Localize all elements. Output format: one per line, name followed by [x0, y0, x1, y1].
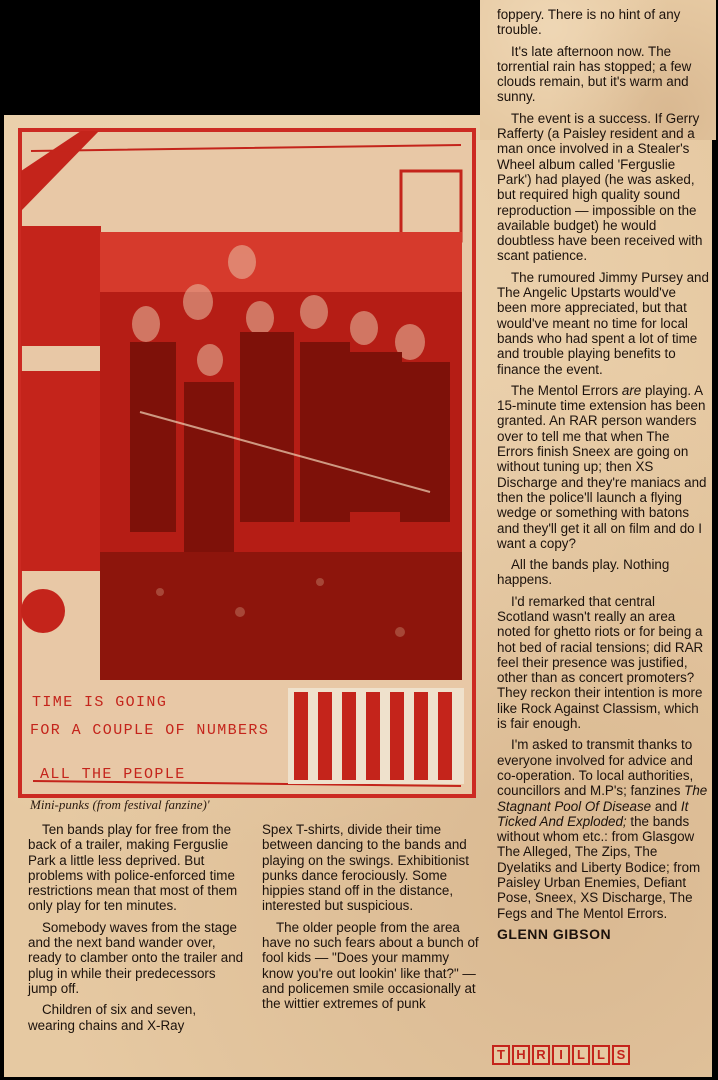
crowd-photo	[100, 232, 462, 680]
logo-letter: R	[532, 1045, 550, 1065]
logo-letter: T	[492, 1045, 510, 1065]
paragraph: The rumoured Jimmy Pursey and The Angelic Upstarts would've been more appreciated, but that would've meant no time for local bands who had spent a lot of time and trouble playing benefits to finance the event.	[497, 269, 709, 377]
paragraph: It's late afternoon now. The torrential rain has stopped; a few clouds remain, but it's warm and sunny.	[497, 43, 692, 105]
paragraph: Children of six and seven, wearing chains and X-Ray	[28, 1002, 197, 1033]
article-column-right	[497, 7, 709, 942]
logo-letter: H	[512, 1045, 530, 1065]
paragraph: Somebody waves from the stage and the next band wander over, ready to clamber onto the trailer and plug in while their predecessors jump off.	[28, 919, 244, 996]
paragraph: Spex T-shirts, divide their time between dancing to the bands and playing on the swings. Exhibitionist punks dance ferociously. Some hippies stand off in the distance, interested but suspicious.	[262, 822, 469, 914]
handwritten-fragment	[288, 688, 464, 784]
text-run: playing. A 15-minute time extension has been granted. An RAR person wanders over to tell me that when The Errors finish Sneex are going on without tuning up; then XS Discharge and they're maniacs and then the police'll launch a flying wedge or something with batons and they'll get it all on film and do I want a copy?	[497, 382, 707, 551]
paragraph	[497, 737, 709, 921]
paragraph: Ten bands play for free from the back of a trailer, making Ferguslie Park a little less deprived. But problems with police-enforced time restrictions mean that most of them only play for ten minutes.	[28, 822, 238, 914]
italic-text: are	[621, 382, 642, 398]
paragraph	[497, 383, 709, 551]
stencil-line-1: TIME IS GOING	[32, 694, 168, 711]
logo-letter: I	[552, 1045, 570, 1065]
logo-letter: L	[592, 1045, 610, 1065]
paragraph: The older people from the area have no such fears about a bunch of fool kids — "Does your mammy know you're out lookin' like that?" — and policemen smile occasionally at the wittier extremes of punk	[262, 919, 479, 1012]
crowd-photo-image	[100, 232, 462, 680]
text-run: and	[651, 798, 681, 814]
italic-text: It Ticked And Exploded;	[497, 798, 689, 829]
thrills-logo	[492, 1045, 630, 1065]
paragraph: I'd remarked that central Scotland wasn't really an area noted for ghetto riots or for being a hot bed of racial tensions; did RAR feel their presence was justified, other than as concert promoters? They reckon their intention is more like Rock Against Classism, which is fair enough.	[497, 593, 704, 732]
logo-letter: S	[612, 1045, 630, 1065]
stencil-line-2: FOR A COUPLE OF NUMBERS	[30, 722, 270, 739]
text-run: I'm asked to transmit thanks to everyone involved for advice and co-operation. To local authorities, councillors and M.P's; fanzines	[497, 737, 694, 799]
photo-caption: Mini-punks (from festival fanzine)'	[30, 797, 210, 812]
stencil-line-3: ALL THE PEOPLE	[40, 766, 186, 783]
paragraph: foppery. There is no hint of any trouble.	[497, 7, 681, 38]
article-column-left	[28, 822, 246, 1039]
text-run: the bands without whom etc.: from Glasgow The Alleged, The Zips, The Dyelatiks and Liberty Bodice; from Paisley Urban Enemies, Defiant Pose, Sneex, XS Discharge, The Fegs and The Mentol Errors.	[497, 813, 701, 921]
paragraph: All the bands play. Nothing happens.	[497, 557, 670, 588]
fragment-lettering	[288, 688, 464, 784]
text-run: The Mentol Errors	[511, 382, 622, 398]
logo-letter: L	[572, 1045, 590, 1065]
paragraph: The event is a success. If Gerry Rafferty (a Paisley resident and a man once involved in a Stealer's Wheel album called 'Ferguslie Park') had played (he was asked, but required high quality sound reproduction — impossible on the available budget) he would doubtless have been received with scant patience.	[497, 110, 703, 264]
italic-text: The Stagnant Pool Of Disease	[497, 783, 708, 814]
article-column-middle	[262, 822, 480, 1018]
byline: GLENN GIBSON	[497, 925, 612, 942]
